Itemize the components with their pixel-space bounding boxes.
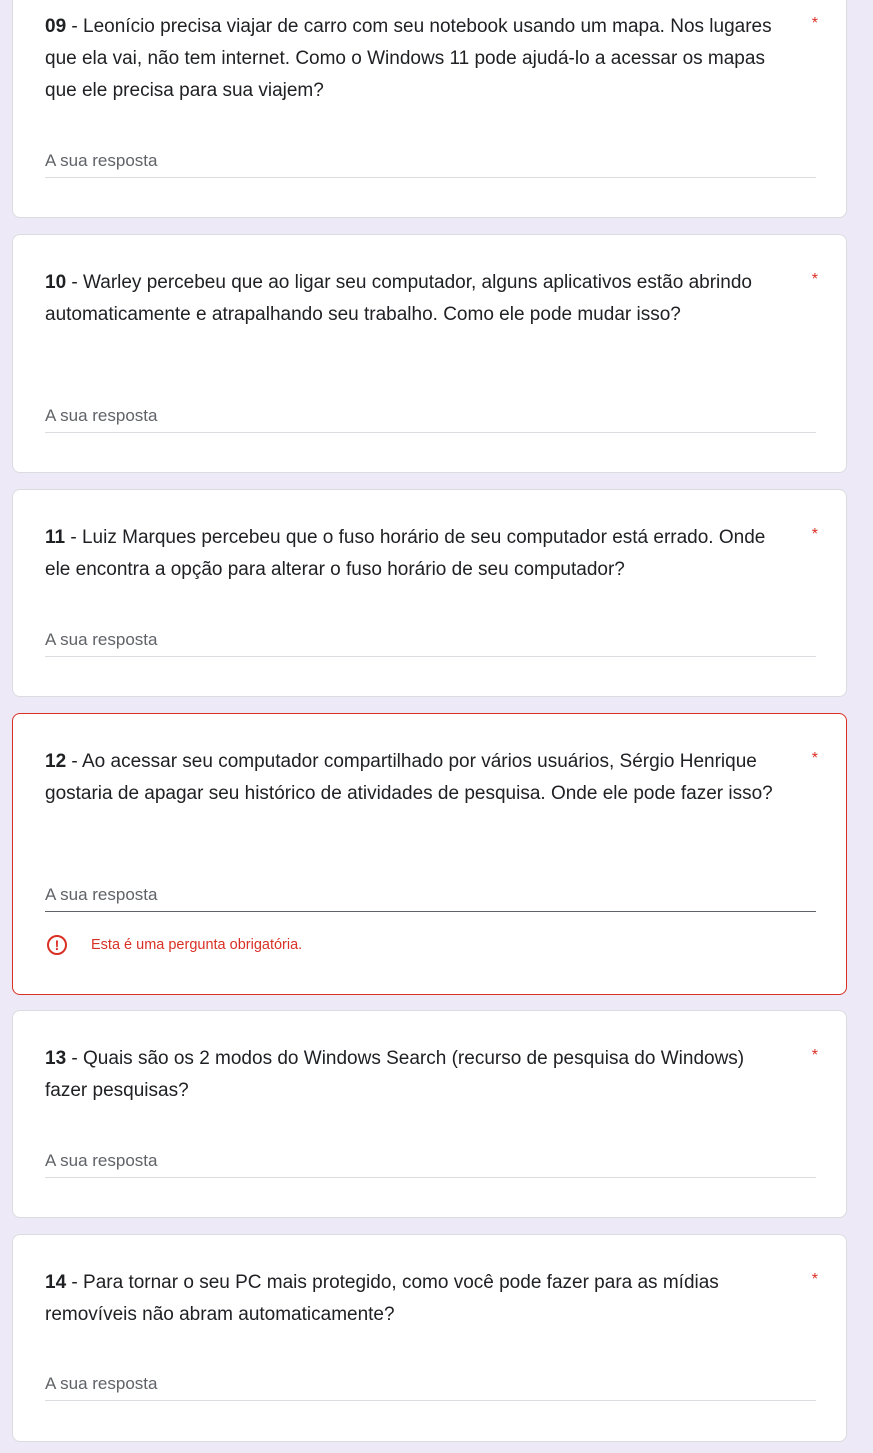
required-asterisk-12: * bbox=[811, 750, 818, 767]
question-number-10: 10 bbox=[45, 272, 67, 293]
question-text-13: 13 - Quais são os 2 modos do Windows Search (recurso de pesquisa do Windows) fazer pesquisas? bbox=[45, 1048, 745, 1101]
question-card-11 bbox=[12, 489, 847, 697]
answer-input-13[interactable] bbox=[45, 1144, 816, 1178]
question-card-10 bbox=[12, 234, 847, 473]
question-card-09 bbox=[12, 0, 847, 218]
required-error-message bbox=[47, 935, 302, 955]
answer-input-12[interactable] bbox=[45, 878, 816, 912]
required-asterisk-13: * bbox=[811, 1047, 818, 1064]
question-text-14: 14 - Para tornar o seu PC mais protegido, como você pode fazer para as mídias removíveis não abram automaticamente? bbox=[45, 1272, 719, 1325]
question-card-14 bbox=[12, 1234, 847, 1442]
question-text-12: 12 - Ao acessar seu computador compartilhado por vários usuários, Sérgio Henrique gostaria de apagar seu histórico de atividades de pesquisa. Onde ele pode fazer isso? bbox=[45, 751, 773, 804]
question-number-12: 12 bbox=[45, 751, 67, 772]
required-asterisk-11: * bbox=[811, 526, 818, 543]
required-asterisk-14: * bbox=[811, 1271, 818, 1288]
answer-input-10[interactable] bbox=[45, 399, 816, 433]
answer-input-14[interactable] bbox=[45, 1367, 816, 1401]
question-text-11: 11 - Luiz Marques percebeu que o fuso horário de seu computador está errado. Onde ele encontra a opção para alterar o fuso horário de seu computador? bbox=[45, 527, 766, 580]
error-text: Esta é uma pergunta obrigatória. bbox=[91, 937, 303, 953]
question-number-14: 14 bbox=[45, 1272, 67, 1293]
question-number-09: 09 bbox=[45, 16, 67, 37]
question-number-11: 11 bbox=[45, 527, 66, 548]
question-card-13 bbox=[12, 1010, 847, 1218]
question-card-12 bbox=[12, 713, 847, 995]
question-text-10: 10 - Warley percebeu que ao ligar seu computador, alguns aplicativos estão abrindo automaticamente e atrapalhando seu trabalho. Como ele pode mudar isso? bbox=[45, 272, 752, 325]
answer-input-09[interactable] bbox=[45, 144, 816, 178]
required-asterisk-09: * bbox=[811, 15, 818, 32]
answer-input-11[interactable] bbox=[45, 623, 816, 657]
error-alert-icon: ! bbox=[47, 935, 67, 955]
question-text-09: 09 - Leonício precisa viajar de carro com seu notebook usando um mapa. Nos lugares que ela vai, não tem internet. Como o Windows 11 pode ajudá-lo a acessar os mapas que ele precisa para sua viajem? bbox=[45, 16, 772, 101]
question-number-13: 13 bbox=[45, 1048, 67, 1069]
required-asterisk-10: * bbox=[811, 271, 818, 288]
